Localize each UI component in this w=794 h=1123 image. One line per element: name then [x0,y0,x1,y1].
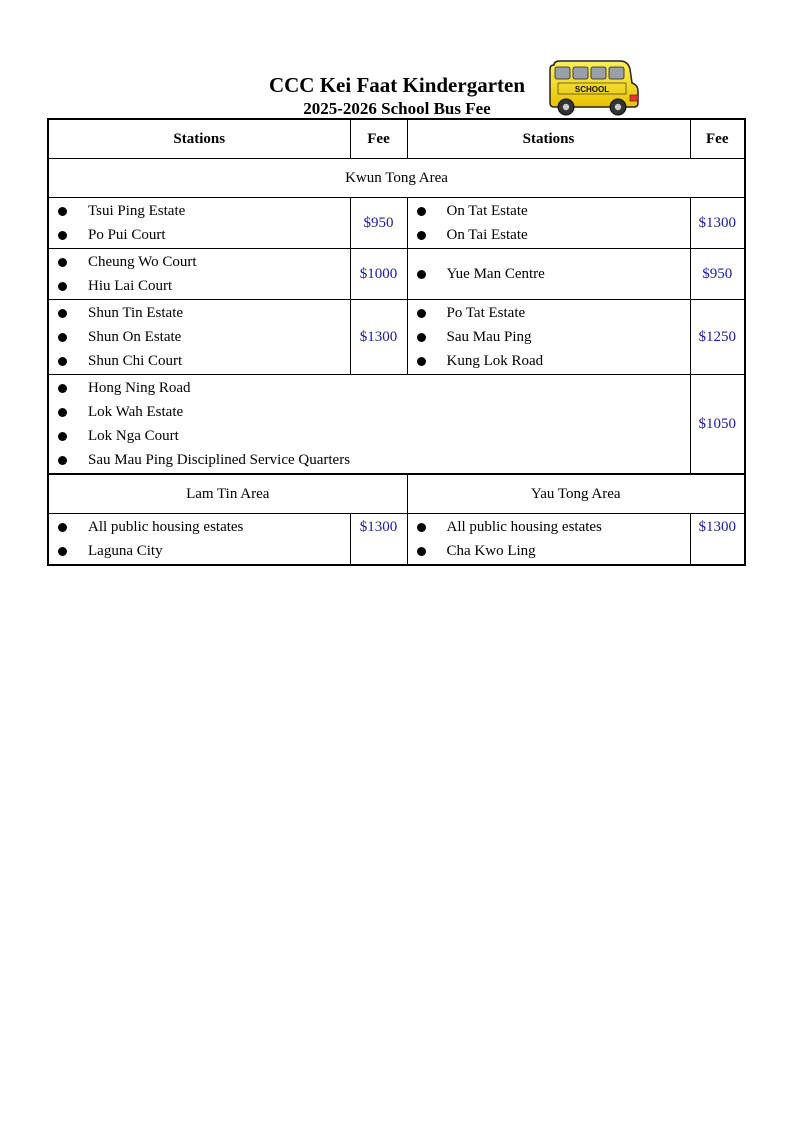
stations-cell [48,514,350,566]
header-fee-left: Fee [350,119,407,159]
stations-cell [407,300,690,375]
station-item: Shun On Estate [49,325,350,349]
stations-cell [48,198,350,249]
fee-value: $1050 [690,375,745,475]
station-item: Hiu Lai Court [49,274,350,298]
table-row [48,514,745,566]
document-subtitle: 2025-2026 School Bus Fee [303,99,491,118]
table-header-row [48,119,745,159]
station-item: Laguna City [49,539,350,563]
area-row-kwun-tong [48,159,745,198]
station-item: Tsui Ping Estate [49,199,350,223]
station-item: On Tai Estate [408,223,690,247]
table-row [48,249,745,300]
station-item: Hong Ning Road [49,376,690,400]
station-item: Cheung Wo Court [49,250,350,274]
stations-cell [407,198,690,249]
station-item: Shun Tin Estate [49,301,350,325]
fee-value: $1300 [690,514,745,566]
stations-cell [48,249,350,300]
station-item: Shun Chi Court [49,349,350,373]
table-row [48,198,745,249]
station-item: All public housing estates [408,515,690,539]
bus-fee-table [47,118,746,566]
station-item: Lok Wah Estate [49,400,690,424]
station-item: Yue Man Centre [408,262,690,286]
bus-school-text: SCHOOL [574,85,610,94]
station-item: Po Tat Estate [408,301,690,325]
header-stations-left: Stations [48,119,350,159]
station-item: Kung Lok Road [408,349,690,373]
fee-value: $950 [690,249,745,300]
stations-cell [407,249,690,300]
station-item: Po Pui Court [49,223,350,247]
fee-value: $1300 [690,198,745,249]
area-label-lam-tin: Lam Tin Area [48,474,407,514]
table-row [48,300,745,375]
stations-cell [48,375,690,475]
fee-value: $950 [350,198,407,249]
fee-value: $1300 [350,514,407,566]
stations-cell [48,300,350,375]
station-item: Lok Nga Court [49,424,690,448]
area-label-yau-tong: Yau Tong Area [407,474,745,514]
fee-value: $1300 [350,300,407,375]
header-fee-right: Fee [690,119,745,159]
document-title: CCC Kei Faat Kindergarten [268,73,526,97]
fee-value: $1000 [350,249,407,300]
table-row [48,375,745,475]
stations-cell [407,514,690,566]
area-label-kwun-tong: Kwun Tong Area [48,159,745,198]
header-stations-right: Stations [407,119,690,159]
station-item: All public housing estates [49,515,350,539]
station-item: Sau Mau Ping [408,325,690,349]
area-row-lam-tin-yau-tong [48,474,745,514]
station-item: On Tat Estate [408,199,690,223]
station-item: Sau Mau Ping Disciplined Service Quarters [49,448,690,472]
station-item: Cha Kwo Ling [408,539,690,563]
fee-value: $1250 [690,300,745,375]
school-bus-icon [548,59,640,117]
